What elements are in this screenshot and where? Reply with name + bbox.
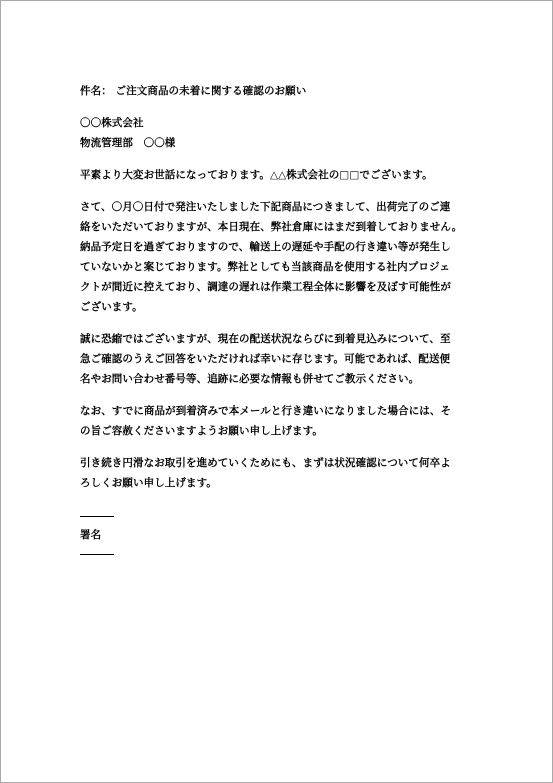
spacer [80,317,480,329]
paragraph-line: クトが間近に控えており、調達の遅れは作業工程全体に影響を及ぼす可能性が [80,281,451,293]
paragraph-line: 絡をいただいておりますが、本日現在、弊社倉庫にはまだ到着しておりません。 [80,221,463,233]
letter-body [80,81,480,563]
subject-line: 件名： ご注文商品の未着に関する確認のお願い [80,85,307,97]
paragraph-request [80,197,480,317]
paragraph-line: なお、すでに商品が到着済みで本メールと行き違いになりました場合には、そ [80,405,452,417]
paragraph-line: ていないかと案じております。弊社としても当該商品を使用する社内プロジェ [80,261,450,273]
spacer [80,185,480,197]
spacer [80,441,480,453]
paragraph-line: ございます。 [80,301,143,313]
signature-label: 署名 [80,529,102,541]
paragraph-line: 急ご確認のうえご回答をいただければ幸いに存じます。可能であれば、配送便 [80,353,451,365]
spacer [80,101,480,113]
paragraph-line: 引き続き円滑なお取引を進めていくためにも、まずは状況確認について何卒よ [80,457,451,469]
paragraph-closing [80,453,480,493]
spacer [80,389,480,401]
spacer [80,493,480,507]
paragraph-line: 名やお問い合わせ番号等、追跡に必要な情報も併せてご教示ください。 [80,373,420,385]
paragraph-apology [80,401,480,441]
signature-rule-bottom [80,554,114,555]
paragraph-line: さて、〇月〇日付で発注いたしました下記商品につきまして、出荷完了のご連 [80,201,451,213]
signature-rule-top [80,516,114,517]
spacer [80,153,480,165]
recipient-company: 〇〇株式会社 [80,117,144,129]
paragraph-line: ろしくお願い申し上げます。 [80,477,217,489]
paragraph-line: 納品予定日を過ぎておりますので、輸送上の遅延や手配の行き違い等が発生し [80,241,451,253]
greeting-line: 平素より大変お世話になっております。△△株式会社の□□でございます。 [80,169,433,181]
recipient-person: 物流管理部 〇〇様 [80,137,176,149]
paragraph-line: の旨ご容赦くださいますようお願い申し上げます。 [80,425,323,437]
paragraph-status-inquiry [80,329,480,389]
paragraph-line: 誠に恐縮ではございますが、現在の配送状況ならびに到着見込みについて、至 [80,333,451,345]
